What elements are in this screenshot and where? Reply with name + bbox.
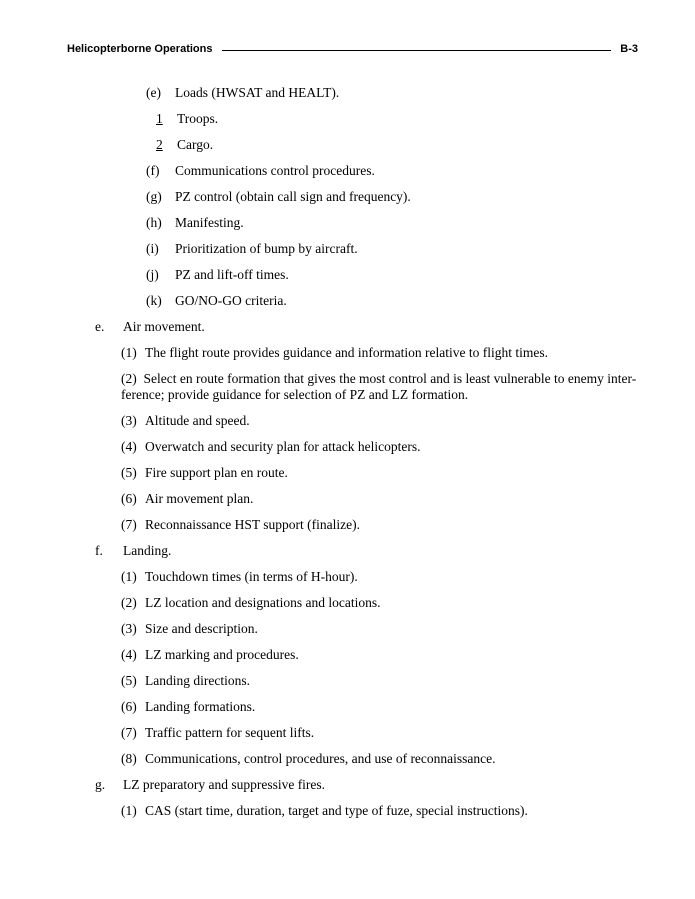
item-text: Communications, control procedures, and use of reconnaissance.: [145, 751, 496, 766]
item-text: Reconnaissance HST support (finalize).: [145, 517, 360, 532]
item-label: (i): [146, 241, 159, 256]
item-text: Altitude and speed.: [145, 413, 250, 428]
running-header: [67, 43, 638, 59]
item-text: PZ control (obtain call sign and frequency).: [175, 189, 411, 204]
header-title: Helicopterborne Operations: [67, 43, 213, 55]
item-text: CAS (start time, duration, target and type of fuze, special instructions).: [145, 803, 528, 818]
item-label: (1): [121, 803, 137, 818]
item-text: Cargo.: [177, 137, 214, 152]
item-text: Landing.: [123, 543, 172, 558]
item-label: (2): [121, 595, 137, 610]
item-text: Touchdown times (in terms of H-hour).: [145, 569, 358, 584]
item-label: e.: [95, 319, 105, 334]
item-text-line2: ference; provide guidance for selection of PZ and LZ formation.: [121, 387, 469, 402]
item-text: Air movement.: [123, 319, 205, 334]
item-label: (6): [121, 699, 137, 714]
item-label: g.: [95, 777, 106, 792]
header-rule: [222, 50, 611, 51]
item-label: (4): [121, 439, 137, 454]
item-text-line1: Select en route formation that gives the most control and is least vulnerable to enemy inter-: [143, 371, 637, 386]
item-text: PZ and lift-off times.: [175, 267, 289, 282]
item-text: Traffic pattern for sequent lifts.: [145, 725, 315, 740]
item-label: 1: [156, 111, 163, 126]
item-label: (f): [146, 163, 160, 178]
list-item-air-2: [121, 371, 636, 387]
item-label: (3): [121, 621, 137, 636]
item-label: (7): [121, 517, 137, 532]
item-label: (2): [121, 371, 137, 386]
item-label: 2: [156, 137, 163, 152]
item-label: (h): [146, 215, 162, 230]
item-text: Overwatch and security plan for attack helicopters.: [145, 439, 421, 454]
item-text: Size and description.: [145, 621, 258, 636]
item-label: (6): [121, 491, 137, 506]
list-item-air-2-cont: [121, 387, 468, 403]
item-text: Landing directions.: [145, 673, 250, 688]
item-text: LZ marking and procedures.: [145, 647, 299, 662]
item-label: (4): [121, 647, 137, 662]
item-label: f.: [95, 543, 103, 558]
item-text: Communications control procedures.: [175, 163, 375, 178]
item-label: (3): [121, 413, 137, 428]
item-label: (e): [146, 85, 161, 100]
item-label: (1): [121, 569, 137, 584]
item-text: Troops.: [177, 111, 219, 126]
item-text: The flight route provides guidance and information relative to flight times.: [145, 345, 549, 360]
item-label: (j): [146, 267, 159, 282]
item-label: (8): [121, 751, 137, 766]
item-text: Air movement plan.: [145, 491, 254, 506]
item-text: Prioritization of bump by aircraft.: [175, 241, 358, 256]
item-label: (5): [121, 673, 137, 688]
item-text: LZ preparatory and suppressive fires.: [123, 777, 326, 792]
item-text: Fire support plan en route.: [145, 465, 288, 480]
item-label: (1): [121, 345, 137, 360]
page-number: B-3: [620, 43, 638, 55]
item-label: (5): [121, 465, 137, 480]
item-text: Manifesting.: [175, 215, 244, 230]
item-label: (7): [121, 725, 137, 740]
item-label: (g): [146, 189, 162, 204]
item-text: GO/NO-GO criteria.: [175, 293, 287, 308]
item-label: (k): [146, 293, 162, 308]
item-text: Loads (HWSAT and HEALT).: [175, 85, 340, 100]
item-text: LZ location and designations and locations.: [145, 595, 381, 610]
item-text: Landing formations.: [145, 699, 256, 714]
